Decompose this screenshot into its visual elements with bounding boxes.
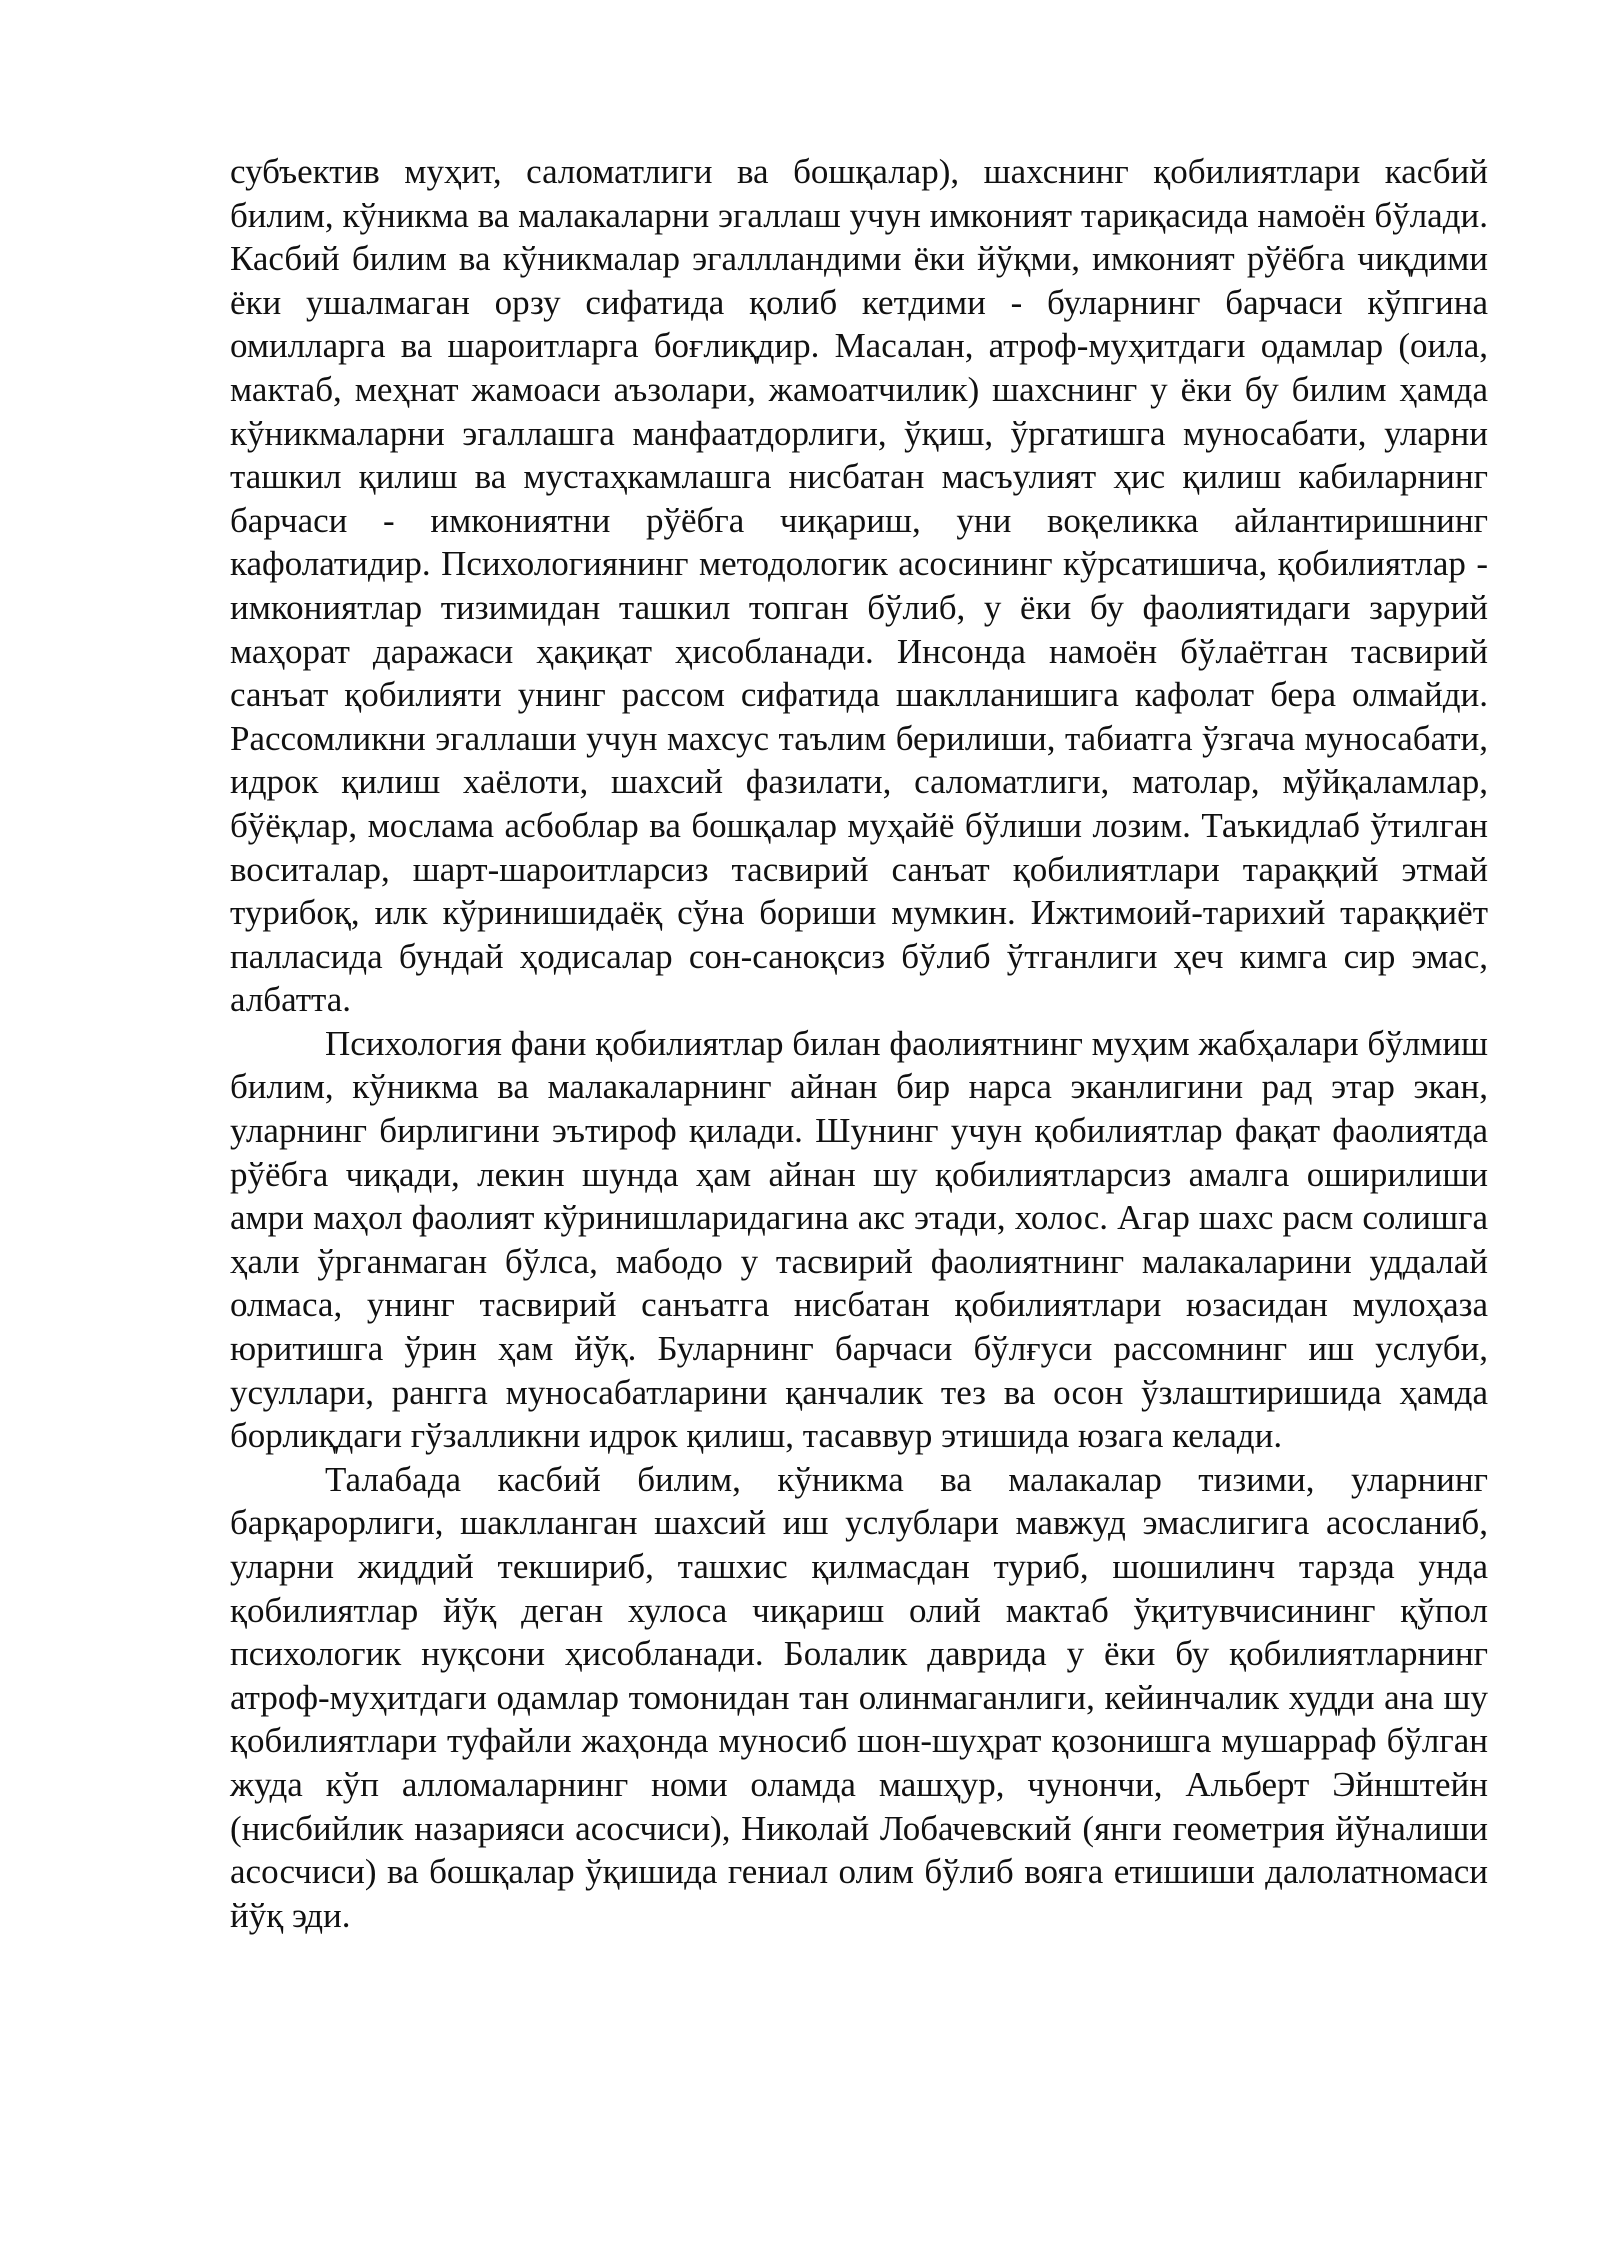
document-page [230,150,1488,1937]
paragraph-3: Талабада касбий билим, кўникма ва малакалар тизими, уларнинг барқарорлиги, шаклланган шахсий иш услублари мавжуд эмаслигига асосланиб, уларни жиддий текшириб, ташхис қилмасдан туриб, шошилинч тарзда унда қобилиятлар йўқ деган хулоса чиқариш олий мактаб ўқитувчисининг қўпол психологик нуқсони ҳисобланади. Болалик даврида у ёки бу қобилиятларнинг атроф-муҳитдаги одамлар томонидан тан олинмаганлиги, кейинчалик худди ана шу қобилиятлари туфайли жаҳонда муносиб шон-шуҳрат қозонишга мушарраф бўлган жуда кўп алломаларнинг номи оламда машҳур, чунончи, Альберт Эйнштейн (нисбийлик назарияси асосчиси), Николай Лобачевский (янги геометрия йўналиши асосчиси) ва бошқалар ўқишида гениал олим бўлиб вояга етишиши далолатномаси йўқ эди. [230,1459,1488,1935]
paragraph-2: Психология фани қобилиятлар билан фаолиятнинг муҳим жабҳалари бўлмиш билим, кўникма ва малакаларнинг айнан бир нарса эканлигини рад этар экан, уларнинг бирлигини эътироф қилади. Шунинг учун қобилиятлар фақат фаолиятда рўёбга чиқади, лекин шунда ҳам айнан шу қобилиятларсиз амалга оширилиши амри маҳол фаолият кўринишларидагина акс этади, холос. Агар шахс расм солишга ҳали ўрганмаган бўлса, мабодо у тасвирий фаолиятнинг малакаларини уддалай олмаса, унинг тасвирий санъатга нисбатан қобилиятлари юзасидан мулоҳаза юритишга ўрин ҳам йўқ. Буларнинг барчаси бўлғуси рассомнинг иш услуби, усуллари, рангга муносабатларини қанчалик тез ва осон ўзлаштиришида ҳамда борлиқдаги гўзалликни идрок қилиш, тасаввур этишида юзага келади. [230,1023,1488,1456]
paragraph-1: субъектив муҳит, саломатлиги ва бошқалар), шахснинг қобилиятлари касбий билим, кўникма ва малакаларни эгаллаш учун имконият тариқасида намоён бўлади. Касбий билим ва кўникмалар эгаллландими ёки йўқми, имконият рўёбга чиқдими ёки ушалмаган орзу сифатида қолиб кетдими - буларнинг барчаси кўпгина омилларга ва шароитларга боғлиқдир. Масалан, атроф-муҳитдаги одамлар (оила, мактаб, меҳнат жамоаси аъзолари, жамоатчилик) шахснинг у ёки бу билим ҳамда кўникмаларни эгаллашга манфаатдорлиги, ўқиш, ўргатишга муносабати, уларни ташкил қилиш ва мустаҳкамлашга нисбатан масъулият ҳис қилиш кабиларнинг барчаси - имкониятни рўёбга чиқариш, уни воқеликка айлантиришнинг кафолатидир. Психологиянинг методологик асосининг кўрсатишича, қобилиятлар - имкониятлар тизимидан ташкил топган бўлиб, у ёки бу фаолиятидаги зарурий маҳорат даражаси ҳақиқат ҳисобланади. Инсонда намоён бўлаётган тасвирий санъат қобилияти унинг рассом сифатида шаклланишига кафолат бера олмайди. Рассомликни эгаллаши учун махсус таълим берилиши, табиатга ўзгача муносабати, идрок қилиш хаёлоти, шахсий фазилати, саломатлиги, матолар, мўйқаламлар, бўёқлар, мослама асбоблар ва бошқалар муҳайё бўлиши лозим. Таъкидлаб ўтилган воситалар, шарт-шароитларсиз тасвирий санъат қобилиятлари тараққий этмай турибоқ, илк кўринишидаёқ сўна бориши мумкин. Ижтимоий-тарихий тараққиёт палласида бундай ҳодисалар сон-саноқсиз бўлиб ўтганлиги ҳеч кимга сир эмас, албатта. [230,152,1488,1020]
